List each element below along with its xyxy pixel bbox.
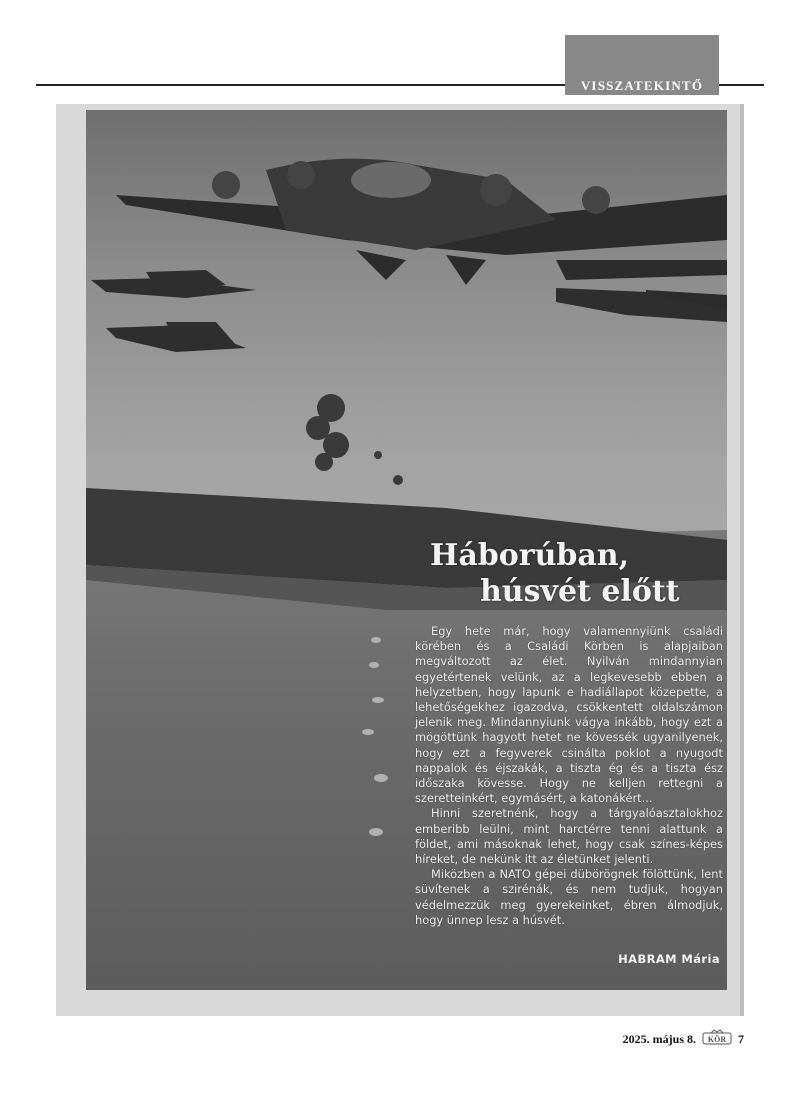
article-author: HABRAM Mária [618,952,720,966]
issue-date: 2025. május 8. [622,1031,696,1046]
article-paragraph: Egy hete már, hogy valamennyiünk családi körében és a Családi Körben is alapjaiban megváltozott az élet. Nyilván mindannyian egyetértenek velünk, az a legkevesebb ebben a helyzetben, hogy lapunk e hadiállapot közepette, a lehetőségekhez igazodva, csökkentett oldalszámon jelenik meg. Mindannyiunk vágya inkább, hogy ezt a mögöttünk hagyott hetet ne kövessék ugyanilyenek, hogy ezt a fegyverek csinálta poklot a nyugodt nappalok és éjszakák, a tiszta ég és a tiszta ész időszaka kövesse. Hogy ne kelljen rettegni a szeretteinkért, egymásért, a katonákért... [415,624,723,806]
article-paragraph: Hinni szeretnénk, hogy a tárgyalóasztalokhoz emberibb leülni, mint harctérre tenni alattunk a földet, ami másoknak lehet, hogy csak színes-képes híreket, de nekünk itt az életünket jelenti. [415,806,723,867]
page-number: 7 [738,1031,744,1046]
headline-line-2: húsvét előtt [480,574,680,609]
article-paragraph: Miközben a NATO gépei dübörögnek fölöttünk, lent süvítenek a szirénák, és nem tudjuk, hogyan védelmezzük meg gyerekeinket, ébren álmodjuk, hogy ünnep lesz a húsvét. [415,867,723,927]
article-headline [430,538,720,610]
scan-edge [740,104,744,1016]
magazine-logo [702,1029,732,1049]
svg-text:KÖR: KÖR [707,1035,727,1044]
section-label: VISSZATEKINTŐ [580,78,704,93]
article-body [415,624,723,928]
page-footer [623,1029,744,1049]
headline-line-1: Háborúban, [430,538,630,573]
